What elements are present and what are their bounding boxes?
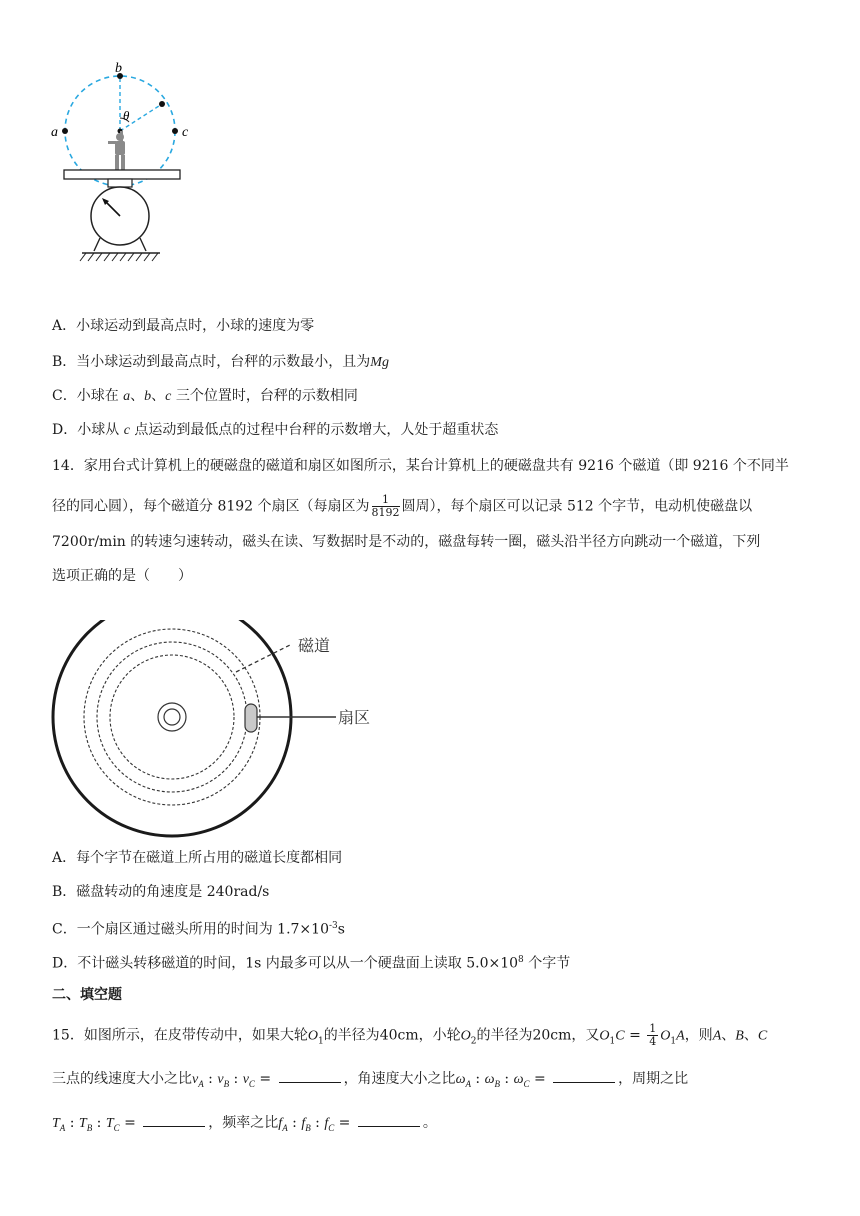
q13-option-a: A．小球运动到最高点时，小球的速度为零 [52,318,315,334]
section-title: 二、填空题 [52,987,122,1003]
q14-option-a: A．每个字节在磁道上所占用的磁道长度都相同 [52,850,343,866]
label-c: c [182,125,189,140]
ball [159,101,165,107]
q14-stem-line2: 径的同心圆），每个磁道分 8192 个扇区（每扇区为 $\frac{1}{8192}$ 圆周），每个扇区可以记录 512 个字节，电动机使磁盘以 [52,493,753,519]
point-c [172,128,178,134]
q14-option-d: D．不计磁头转移磁道的时间，1s 内最多可以从一个硬盘面上读取 $5.0\times 10^8$ 个字节 [52,955,571,972]
label-a: a [51,125,58,140]
tracks [84,629,260,805]
q14-stem-line1: 14．家用台式计算机上的硬磁盘的磁道和扇区如图所示，某台计算机上的硬磁盘共有 9216 个磁道（即 9216 个不同半 [52,458,789,474]
q13-option-c: C．小球在 a、b、c 三个位置时，台秤的示数相同 [52,388,358,404]
fraction-1-4: $\frac{1}{4}$ [649,1022,657,1048]
point-a [62,128,68,134]
blank-velocity-ratio[interactable] [279,1068,341,1083]
figure-hard-disk [48,620,378,842]
q14-option-b: B．磁盘转动的角速度是 240rad/s [52,884,270,900]
sector-mark [245,704,257,732]
spindle-outer [158,703,186,731]
figure-scale-circle [50,58,200,273]
q14-stem-line3: 7200r/min 的转速匀速转动，磁头在读、写数据时是不动的，磁盘每转一圈，磁头沿半径方向跳动一个磁道，下列 [52,534,761,550]
fraction-1-8192: $\frac{1}{8192}$ [371,493,400,519]
q14-option-c: C．一个扇区通过磁头所用的时间为 $1.7\times 10^{-3}s$ [52,921,345,938]
label-theta: θ [123,108,130,123]
label-b: b [115,61,122,76]
spindle-inner [164,709,180,725]
label-track: 磁道 [298,636,331,655]
blank-angular-ratio[interactable] [553,1068,615,1083]
q13-option-b: B．当小球运动到最高点时，台秤的示数最小，且为Mg [52,354,389,370]
scale-platform [64,170,180,179]
q15-stem-line3: $T_A$ : $T_B$ : $T_C$ = ，频率之比$f_A$ : $f_B$ : $f_C$ = 。 [52,1112,437,1138]
person-icon [108,131,125,170]
q15-stem-line2: 三点的线速度大小之比$v_A$ : $v_B$ : $v_C$ = ，角速度大小之比$\omega_A$ : $\omega_B$ : $\omega_C$ = ，周期之比 [52,1068,688,1094]
q15-stem-line1: 15．如图所示，在皮带传动中，如果大轮$O_1$的半径为40cm，小轮$O_2$的半径为20cm，又$O_1C$ = $\frac{1}{4}$ $O_1A$，则A、B、C [52,1022,768,1048]
q14-stem-line4: 选项正确的是（ ） [52,568,192,584]
label-sector: 扇区 [338,708,371,727]
q13-option-d: D．小球从 c 点运动到最低点的过程中台秤的示数增大，人处于超重状态 [52,422,499,438]
blank-frequency-ratio[interactable] [358,1112,420,1127]
blank-period-ratio[interactable] [143,1112,205,1127]
